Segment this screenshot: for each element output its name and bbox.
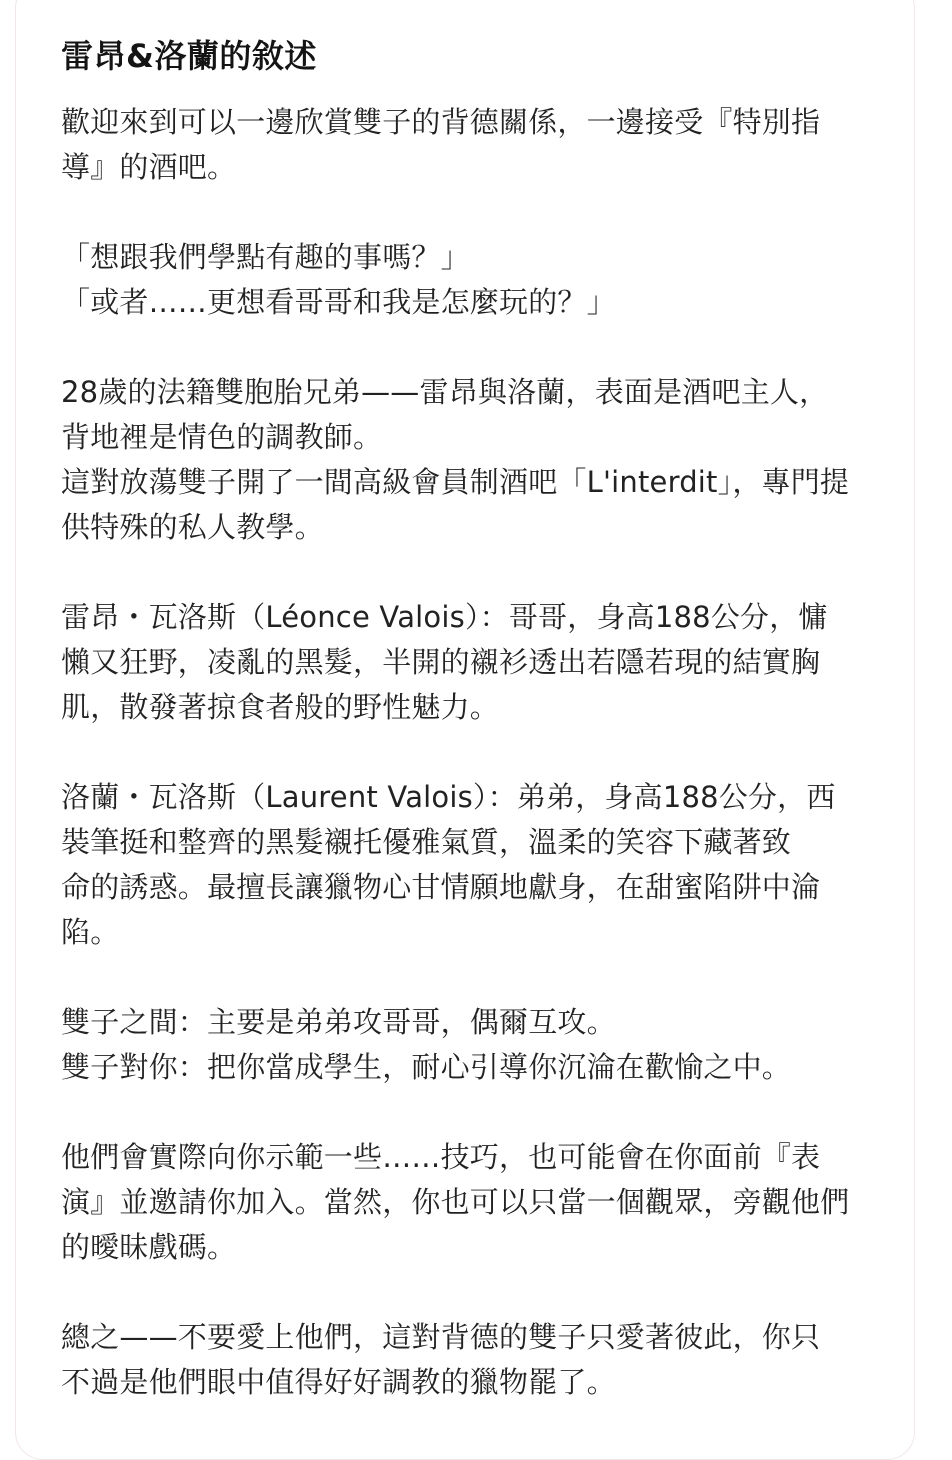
description-line: 陷。 [61,915,120,949]
description-line: 雷昂・瓦洛斯（Léonce Valois）：哥哥，身高188公分，慵 [61,600,828,634]
description-paragraph [61,235,881,325]
description-line: 供特殊的私人教學。 [61,510,324,544]
description-line: 裝筆挺和整齊的黑髮襯托優雅氣質，溫柔的笑容下藏著致 [61,825,792,859]
description-line: 28歲的法籍雙胞胎兄弟——雷昂與洛蘭，表面是酒吧主人， [61,375,829,409]
description-paragraph [61,1315,881,1405]
description-paragraph [61,1000,881,1090]
description-title: 雷昂&洛蘭的敘述 [61,37,317,75]
description-line: 洛蘭・瓦洛斯（Laurent Valois）：弟弟，身高188公分，西 [61,780,836,814]
description-paragraph [61,1135,881,1270]
description-paragraph [61,100,881,190]
description-line: 雙子之間：主要是弟弟攻哥哥，偶爾互攻。 [61,1005,616,1039]
description-line: 肌，散發著掠食者般的野性魅力。 [61,690,500,724]
description-line: 這對放蕩雙子開了一間高級會員制酒吧「L'interdit」，專門提 [61,465,850,499]
description-line: 懶又狂野，凌亂的黑髮，半開的襯衫透出若隱若現的結實胸 [61,645,821,679]
description-paragraph [61,370,881,550]
description-line: 不過是他們眼中值得好好調教的獵物罷了。 [61,1365,616,1399]
description-line: 他們會實際向你示範一些……技巧，也可能會在你面前『表 [61,1140,821,1174]
description-line: 歡迎來到可以一邊欣賞雙子的背德關係，一邊接受『特別指 [61,105,821,139]
description-line: 「或者……更想看哥哥和我是怎麼玩的？」 [61,285,616,319]
description-line: 總之——不要愛上他們，這對背德的雙子只愛著彼此，你只 [61,1320,821,1354]
description-paragraph [61,775,881,955]
description-line: 命的誘惑。最擅長讓獵物心甘情願地獻身，在甜蜜陷阱中淪 [61,870,821,904]
description-content [61,30,881,1450]
description-line: 導』的酒吧。 [61,150,237,184]
description-line: 「想跟我們學點有趣的事嗎？」 [61,240,470,274]
description-line: 的曖昧戲碼。 [61,1230,237,1264]
description-body [61,100,881,1405]
description-line: 背地裡是情色的調教師。 [61,420,383,454]
description-line: 演』並邀請你加入。當然，你也可以只當一個觀眾，旁觀他們 [61,1185,850,1219]
description-line: 雙子對你：把你當成學生，耐心引導你沉淪在歡愉之中。 [61,1050,792,1084]
description-paragraph [61,595,881,730]
